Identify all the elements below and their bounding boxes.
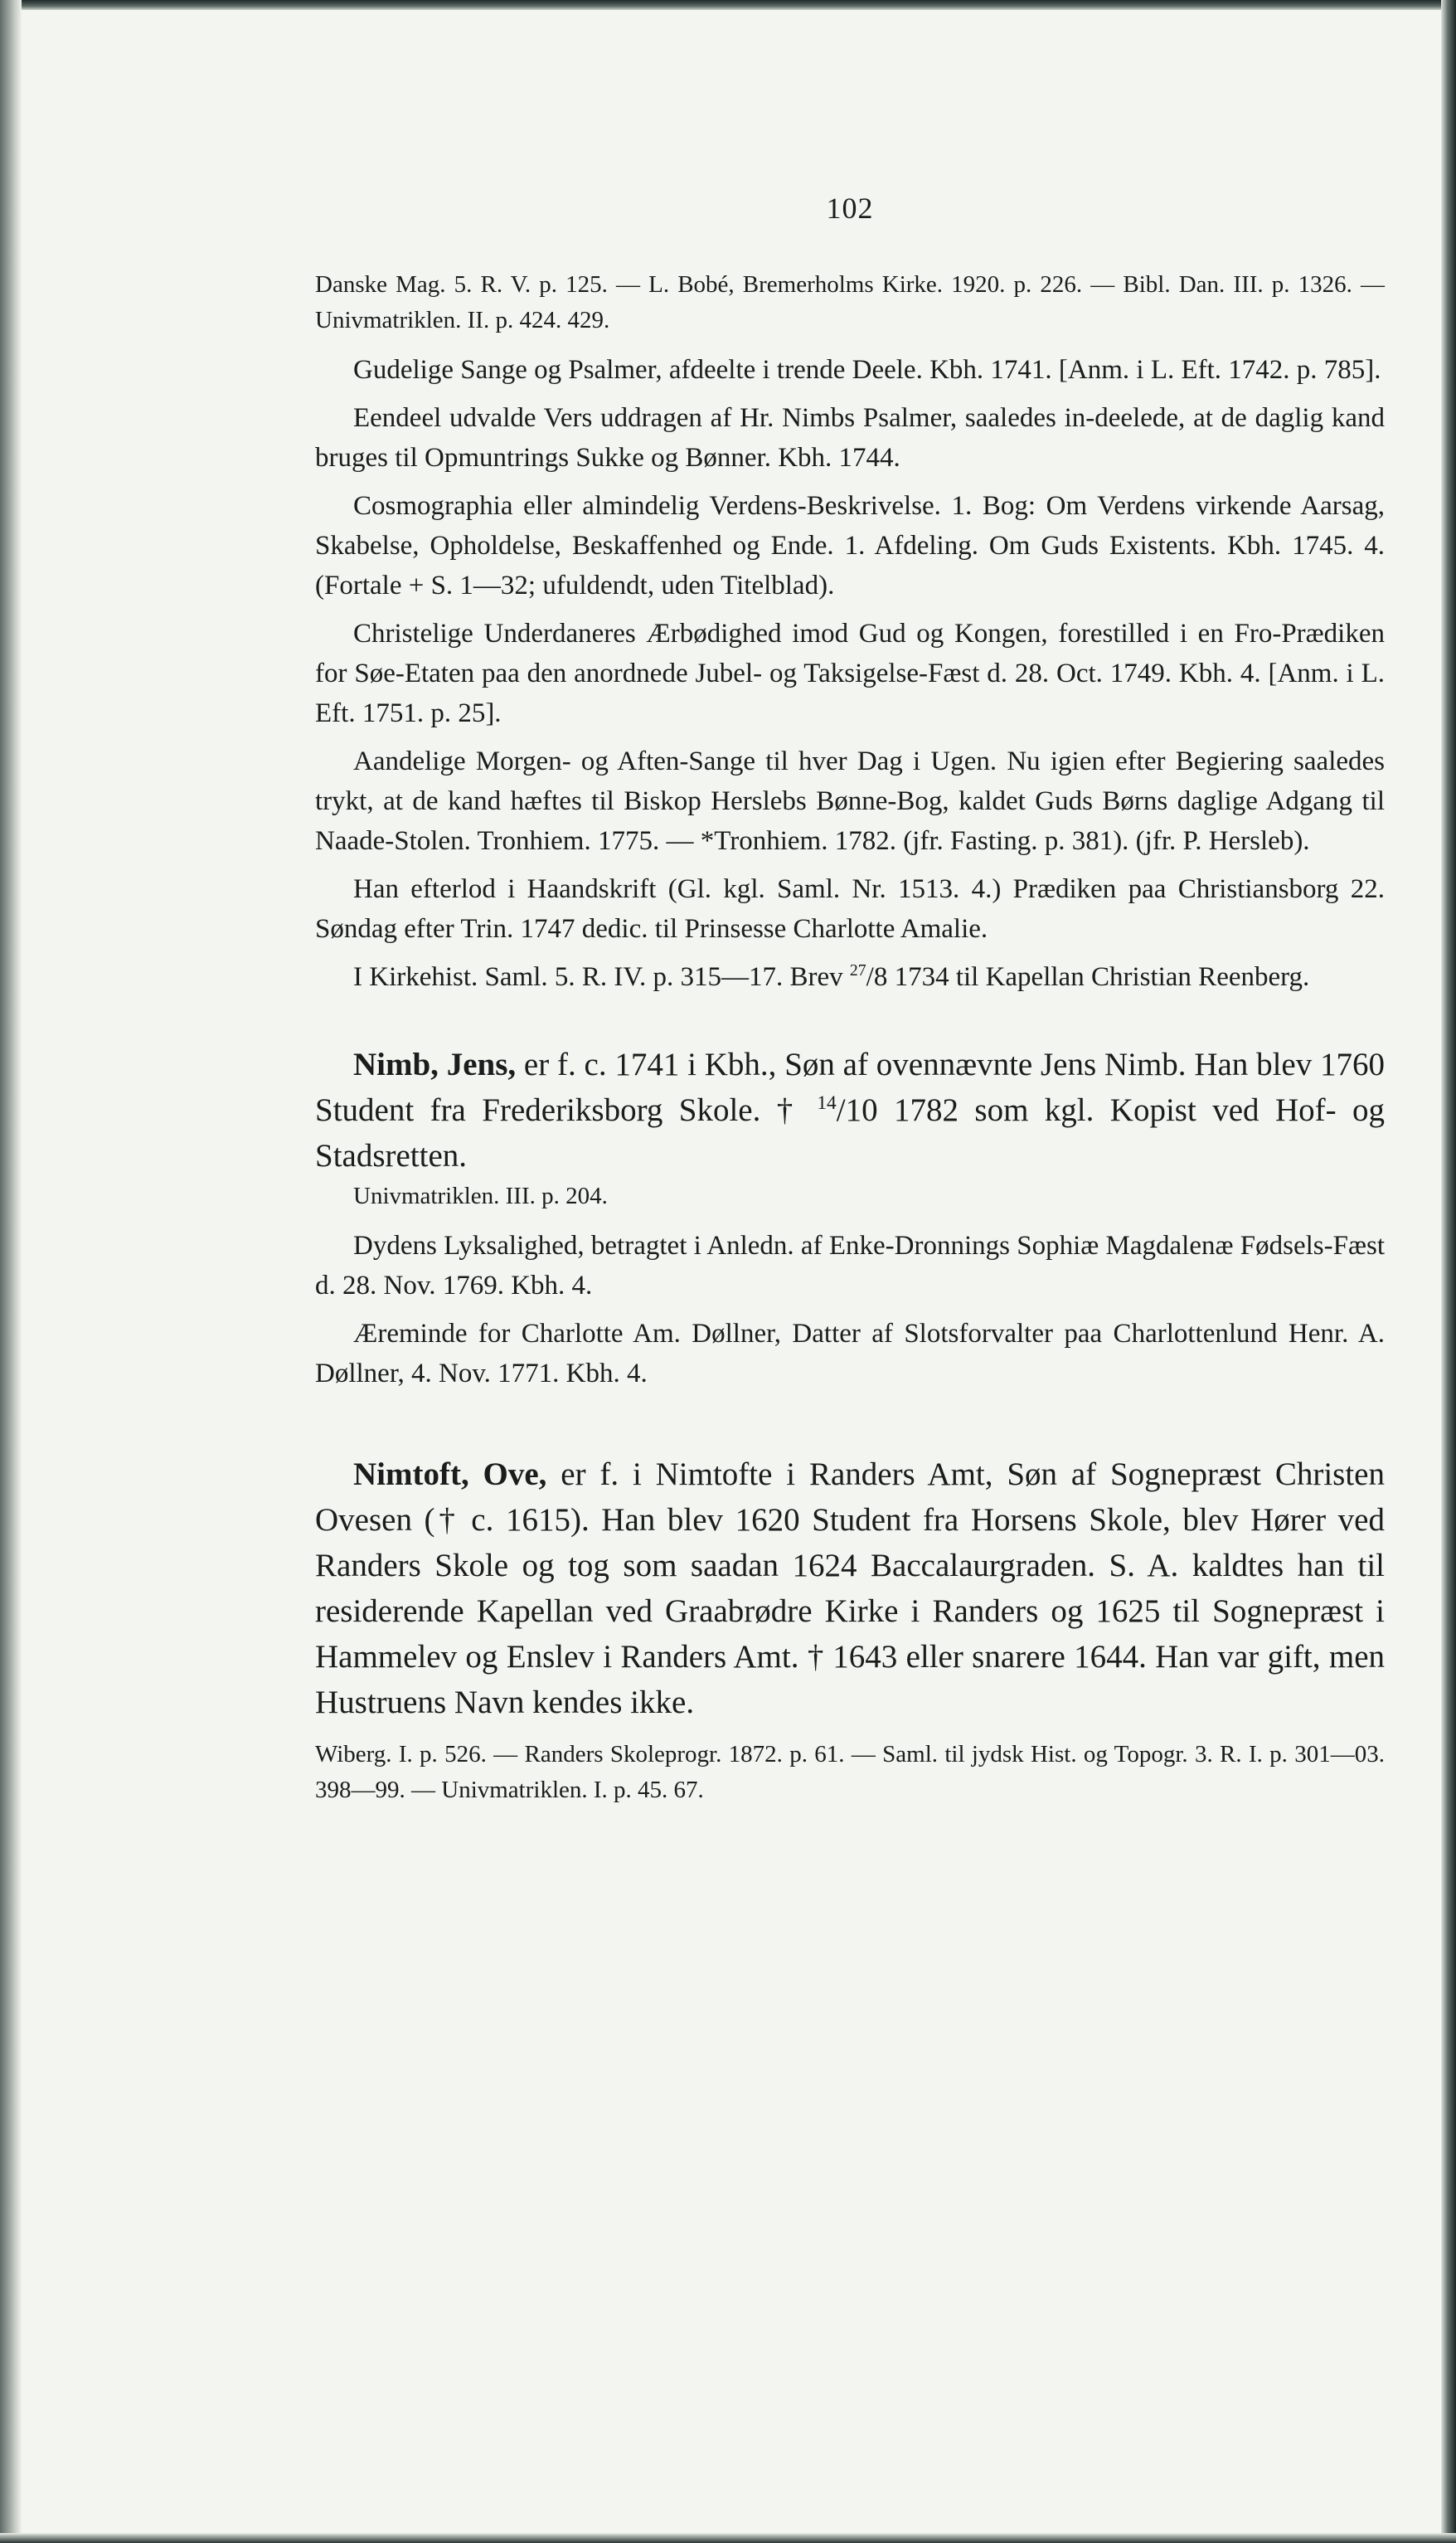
manuscript-note: Han efterlod i Haandskrift (Gl. kgl. Saml. Nr. 1513. 4.) Prædiken paa Christiansborg 22. Søndag efter Trin. 1747 dedic. til Prinsesse Charlotte Amalie. <box>315 874 1385 944</box>
scan-bottom-edge <box>0 2533 1456 2543</box>
scan-right-edge <box>1441 0 1456 2543</box>
entry-text-a: er f. c. 1741 i Kbh., Søn af ovennævnte Jens Nimb. Han blev 1760 Student fra Frederiksborg Skole. † <box>315 1047 1385 1128</box>
reference-line: Danske Mag. 5. R. V. p. 125. — L. Bobé, Bremerholms Kirke. 1920. p. 226. — Bibl. Dan. III. p. 1326. — Univmatriklen. II. p. 424. 429. <box>315 271 1385 333</box>
entry-text: er f. i Nimtofte i Randers Amt, Søn af Sognepræst Christen Ovesen († c. 1615). Han blev 1620 Student fra Horsens Skole, blev Hører ved Randers Skole og tog som saadan 1624 Baccalaurgraden. S. A. kaldtes han til residerende Kapellan ved Graabrødre Kirke i Randers og 1625 til Sognepræst i Hammelev og Enslev i Randers Amt. † 1643 eller snarere 1644. Han var gift, men Hustruens Navn kendes ikke. <box>315 1456 1385 1720</box>
work-entry: Eendeel udvalde Vers uddragen af Hr. Nimbs Psalmer, saaledes in-deelede, at de daglig kand bruges til Opmuntrings Sukke og Bønner. Kbh. 1744. <box>315 403 1385 473</box>
page-number: 102 <box>826 192 874 225</box>
biography-nimtoft-ove <box>315 1451 1385 1725</box>
letter-note <box>315 957 1385 997</box>
work-entry: Christelige Underdaneres Ærbødighed imod Gud og Kongen, forestilled i en Fro-Prædiken for Søe-Etaten paa den anordnede Jubel- og Taksigelse-Fæst d. 28. Oct. 1749. Kbh. 4. [Anm. i L. Eft. 1751. p. 25]. <box>315 619 1385 728</box>
letter-note-sup: 27 <box>849 961 866 980</box>
letter-note-a: I Kirkehist. Saml. 5. R. IV. p. 315—17. Brev <box>353 962 850 992</box>
work-entry: Æreminde for Charlotte Am. Døllner, Datter af Slotsforvalter paa Charlottenlund Henr. A. Døllner, 4. Nov. 1771. Kbh. 4. <box>315 1319 1385 1388</box>
entry-name: Nimb, Jens, <box>353 1047 517 1082</box>
reference-line: Univmatriklen. III. p. 204. <box>353 1183 608 1209</box>
letter-note-b: /8 1734 til Kapellan Christian Reenberg. <box>866 962 1310 992</box>
biography-nimb-jens <box>315 1042 1385 1179</box>
scan-top-edge <box>0 0 1456 10</box>
work-entry: Cosmographia eller almindelig Verdens-Beskrivelse. 1. Bog: Om Verdens virkende Aarsag, Skabelse, Opholdelse, Beskaffenhed og Ende. 1. Afdeling. Om Guds Existents. Kbh. 1745. 4. (Fortale + S. 1—32; ufuldendt, uden Titelblad). <box>315 491 1385 600</box>
work-entry: Aandelige Morgen- og Aften-Sange til hver Dag i Ugen. Nu igien efter Begiering saaledes trykt, at de kand hæftes til Biskop Herslebs Bønne-Bog, kaldet Guds Børns daglige Adgang til Naade-Stolen. Tronhiem. 1775. — *Tronhiem. 1782. (jfr. Fasting. p. 381). (jfr. P. Hersleb). <box>315 746 1385 856</box>
entry-name: Nimtoft, Ove, <box>353 1456 547 1492</box>
page-content <box>315 267 1385 1808</box>
work-entry: Gudelige Sange og Psalmer, afdeelte i trende Deele. Kbh. 1741. [Anm. i L. Eft. 1742. p. 785]. <box>353 355 1381 385</box>
scan-left-edge <box>0 0 22 2543</box>
work-entry: Dydens Lyksalighed, betragtet i Anledn. af Enke-Dronnings Sophiæ Magdalenæ Fødsels-Fæst d. 28. Nov. 1769. Kbh. 4. <box>315 1231 1385 1301</box>
entry-death-day: 14 <box>817 1092 837 1114</box>
entry-text-b: /10 1782 som kgl. Kopist ved Hof- og Stadsretten. <box>315 1092 1385 1174</box>
reference-line: Wiberg. I. p. 526. — Randers Skoleprogr. 1872. p. 61. — Saml. til jydsk Hist. og Topogr. 3. R. I. p. 301—03. 398—99. — Univmatriklen. I. p. 45. 67. <box>315 1741 1385 1803</box>
